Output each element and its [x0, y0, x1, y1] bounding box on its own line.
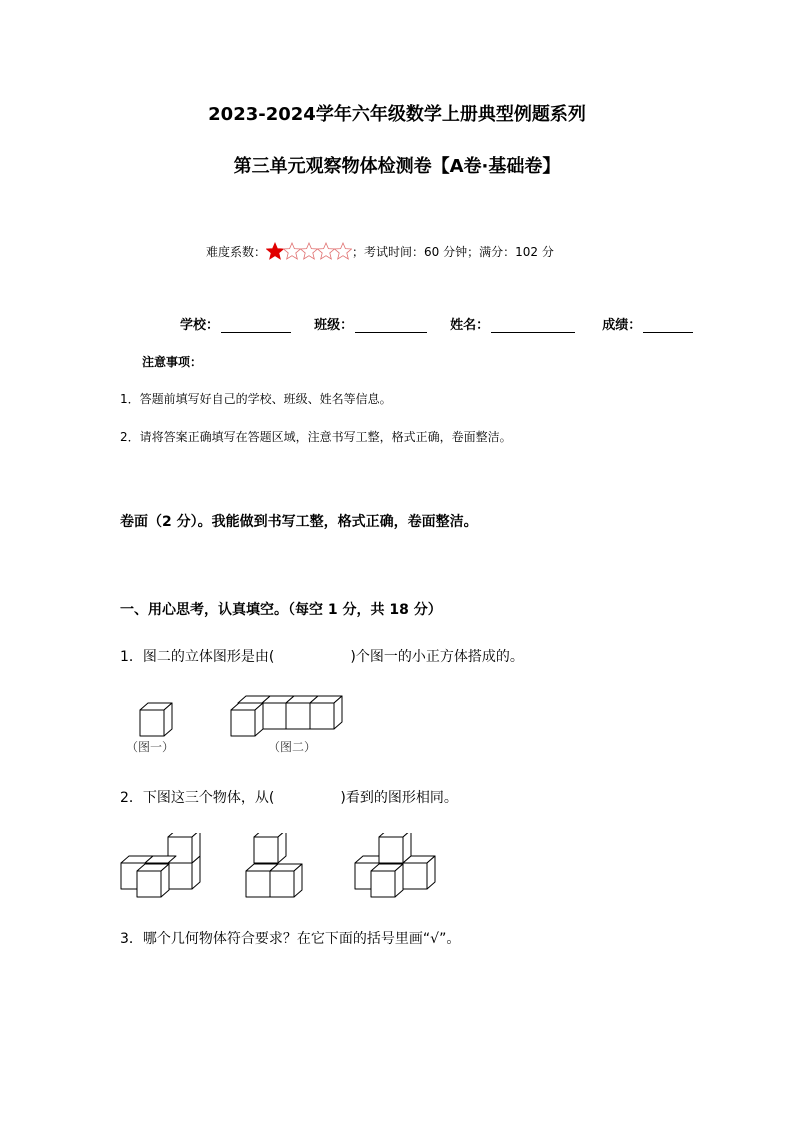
q2-object-b: [244, 833, 308, 899]
score-label: 成绩：: [602, 318, 642, 333]
neatness-line: 卷面（2 分）。我能做到书写工整，格式正确，卷面整洁。: [120, 514, 478, 530]
info-row: [180, 314, 693, 333]
note-item-1: 1．答题前填写好自己的学校、班级、姓名等信息。: [120, 392, 392, 406]
star-empty-icon: [335, 243, 352, 259]
star-empty-icon: [318, 243, 335, 259]
title-line-2: 第三单元观察物体检测卷【A卷·基础卷】: [233, 156, 561, 177]
q2-prefix: 2．下图这三个物体，从(: [120, 790, 275, 806]
figure-2-caption: （图二）: [268, 740, 317, 754]
q1-suffix: )个图一的小正方体搭成的。: [350, 649, 524, 665]
exam-info: ；考试时间：60 分钟；满分：102 分: [352, 245, 554, 259]
question-2: [120, 787, 458, 807]
star-filled-icon: [267, 243, 284, 259]
section-1-heading: 一、用心思考，认真填空。（每空 1 分，共 18 分）: [120, 602, 442, 618]
figure-1-caption: （图一）: [126, 740, 175, 754]
class-blank[interactable]: [355, 332, 427, 333]
name-label: 姓名：: [450, 318, 490, 333]
note-item-2: 2．请将答案正确填写在答题区域，注意书写工整，格式正确，卷面整洁。: [120, 430, 512, 444]
difficulty-row: [206, 242, 554, 263]
q1-prefix: 1．图二的立体图形是由(: [120, 649, 275, 665]
school-label: 学校：: [180, 318, 220, 333]
score-blank[interactable]: [643, 332, 693, 333]
class-label: 班级：: [314, 318, 354, 333]
question-1: [120, 646, 524, 666]
star-empty-icon: [284, 243, 301, 259]
title-line-1: 2023-2024学年六年级数学上册典型例题系列: [208, 104, 586, 125]
name-blank[interactable]: [491, 332, 575, 333]
q2-object-c: [353, 833, 439, 899]
figure-2-cubes: [229, 695, 349, 739]
difficulty-label: 难度系数：: [206, 245, 267, 259]
question-3: 3．哪个几何物体符合要求？在它下面的括号里画“√”。: [120, 931, 461, 947]
figure-1-cube: [138, 702, 178, 740]
star-empty-icon: [301, 243, 318, 259]
q2-object-a: [119, 833, 205, 899]
school-blank[interactable]: [221, 332, 291, 333]
notes-heading: 注意事项：: [142, 355, 203, 369]
q2-suffix: )看到的图形相同。: [340, 790, 458, 806]
difficulty-stars: [266, 242, 352, 263]
